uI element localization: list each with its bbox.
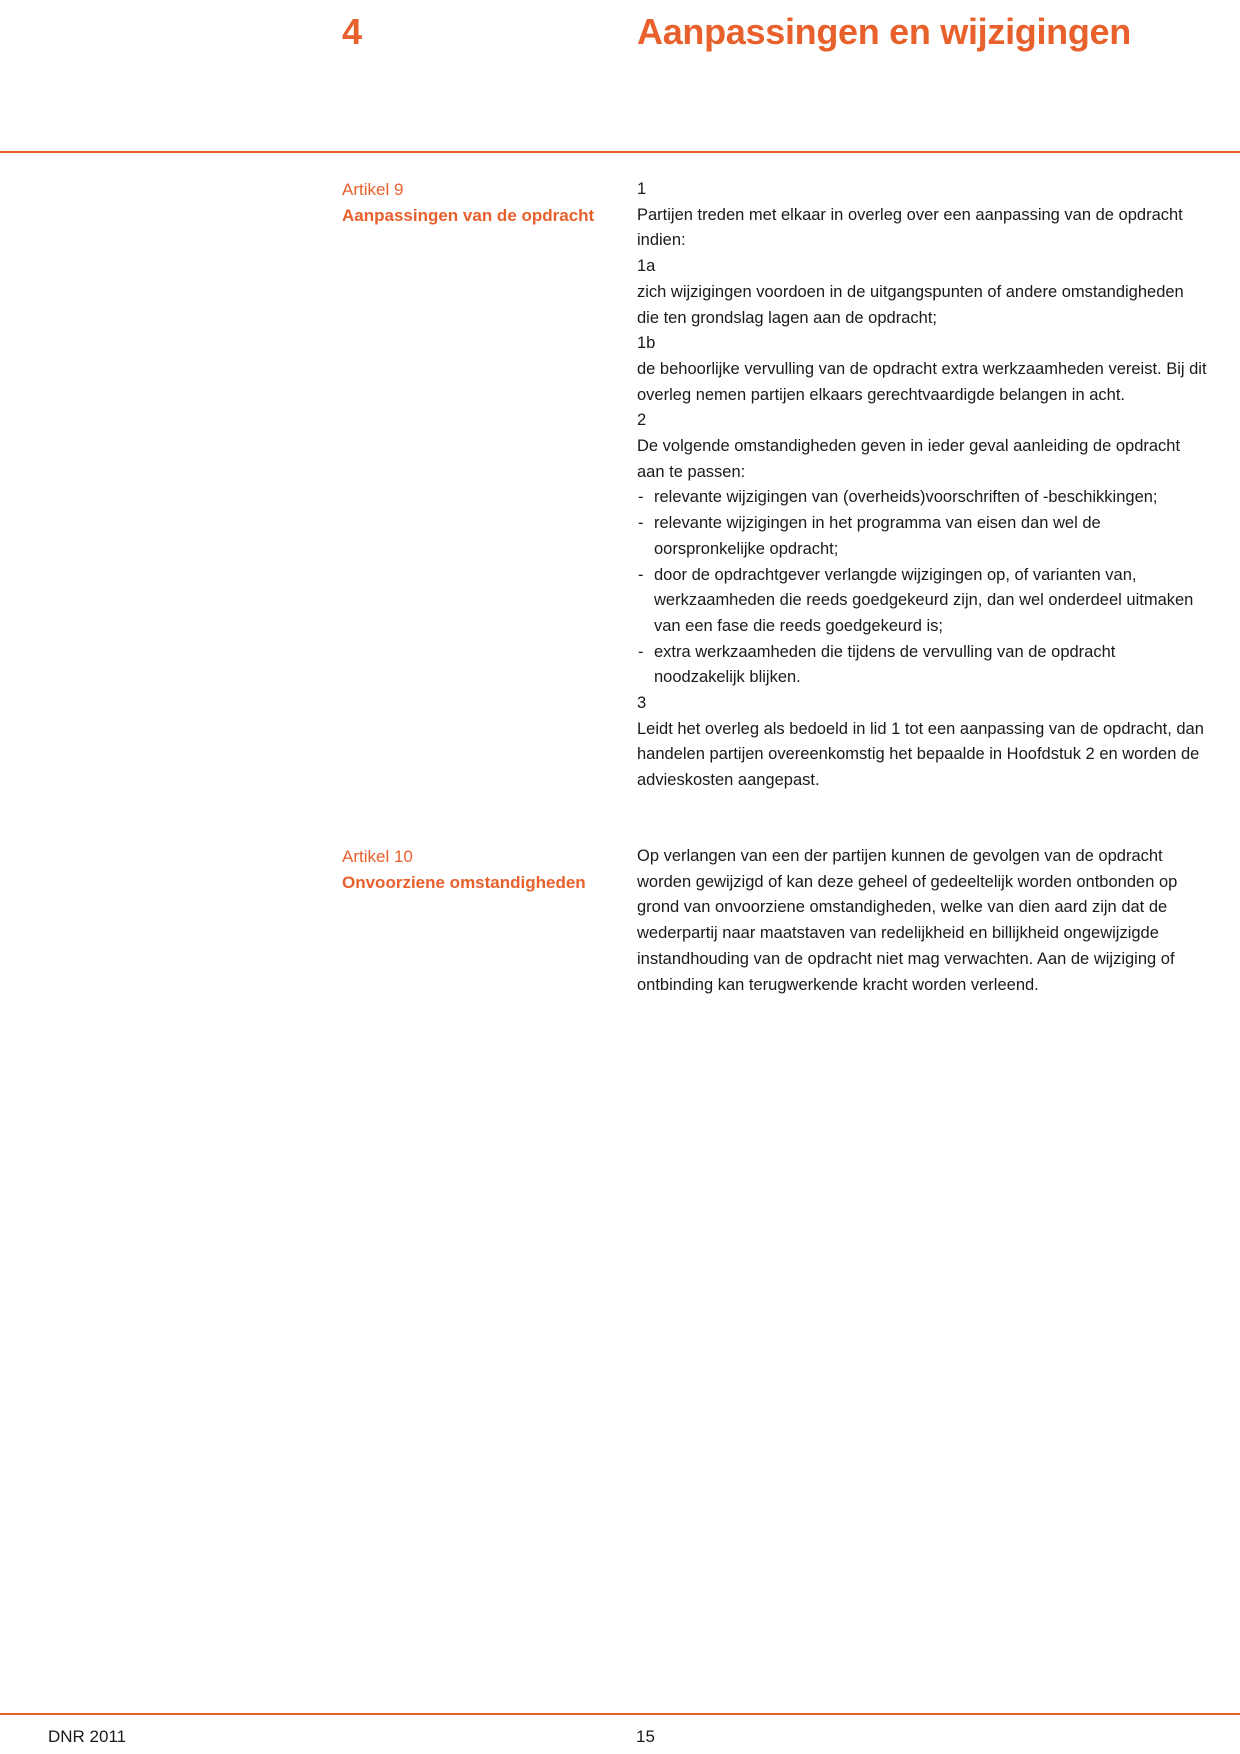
article-10-heading — [342, 844, 622, 896]
list-item: - extra werkzaamheden die tijdens de vervulling van de opdracht noodzakelijk blijken. — [637, 640, 1207, 691]
article-10-body — [637, 844, 1207, 998]
clause-text: de behoorlijke vervulling van de opdracht extra werkzaamheden vereist. Bij dit overleg nemen partijen elkaars gerechtvaardigde belangen in acht. — [637, 359, 1207, 404]
clause-text: Op verlangen van een der partijen kunnen de gevolgen van de opdracht worden gewijzigd of kan deze geheel of gedeeltelijk worden ontbonden op grond van onvoorziene omstandigheden, welke van dien aard zijn dat de wederpartij naar maatstaven van redelijkheid en billijkheid ongewijzigde instandhouding van de opdracht niet mag verwachten. Aan de wijziging of ontbinding kan terugwerkende kracht worden verleend. — [637, 847, 1178, 994]
clause-number: 2 — [637, 411, 647, 430]
list-item: - relevante wijzigingen van (overheids)voorschriften of -beschikkingen; — [637, 485, 1207, 511]
clause-number: 3 — [637, 694, 647, 713]
article-9-title: Aanpassingen van de opdracht — [342, 206, 595, 225]
clause-number: 1 — [637, 180, 647, 198]
header-divider — [0, 151, 1240, 153]
chapter-title: Aanpassingen en wijzigingen — [637, 11, 1131, 52]
article-10-title: Onvoorziene omstandigheden — [342, 873, 586, 892]
clause-number: 1a — [637, 257, 656, 276]
chapter-number: 4 — [342, 11, 363, 52]
list-item: - relevante wijzigingen in het programma van eisen dan wel de oorspronkelijke opdracht; — [637, 511, 1207, 562]
footer-document-label: DNR 2011 — [48, 1727, 127, 1746]
article-9-heading — [342, 177, 622, 229]
article-9-label: Artikel 9 — [342, 180, 404, 199]
clause-text: De volgende omstandigheden geven in ieder geval aanleiding de opdracht aan te passen: — [637, 437, 1181, 481]
article-9-body — [637, 177, 1207, 794]
clause-text: zich wijzigingen voordoen in de uitgangspunten of andere omstandigheden die ten grondslag lagen aan de opdracht; — [637, 282, 1184, 327]
clause-text: Partijen treden met elkaar in overleg over een aanpassing van de opdracht indien: — [637, 205, 1183, 250]
clause-text: Leidt het overleg als bedoeld in lid 1 tot een aanpassing van de opdracht, dan handelen partijen overeenkomstig het bepaalde in Hoofdstuk 2 en worden de advieskosten aangepast. — [637, 719, 1204, 790]
page-number: 15 — [636, 1727, 655, 1746]
article-10-label: Artikel 10 — [342, 847, 413, 866]
clause-number: 1b — [637, 334, 656, 353]
footer-divider — [0, 1713, 1240, 1715]
list-item: - door de opdrachtgever verlangde wijzigingen op, of varianten van, werkzaamheden die reeds goedgekeurd zijn, dan wel onderdeel uitmaken van een fase die reeds goedgekeurd is; — [637, 563, 1207, 640]
circumstances-list — [637, 485, 1207, 691]
